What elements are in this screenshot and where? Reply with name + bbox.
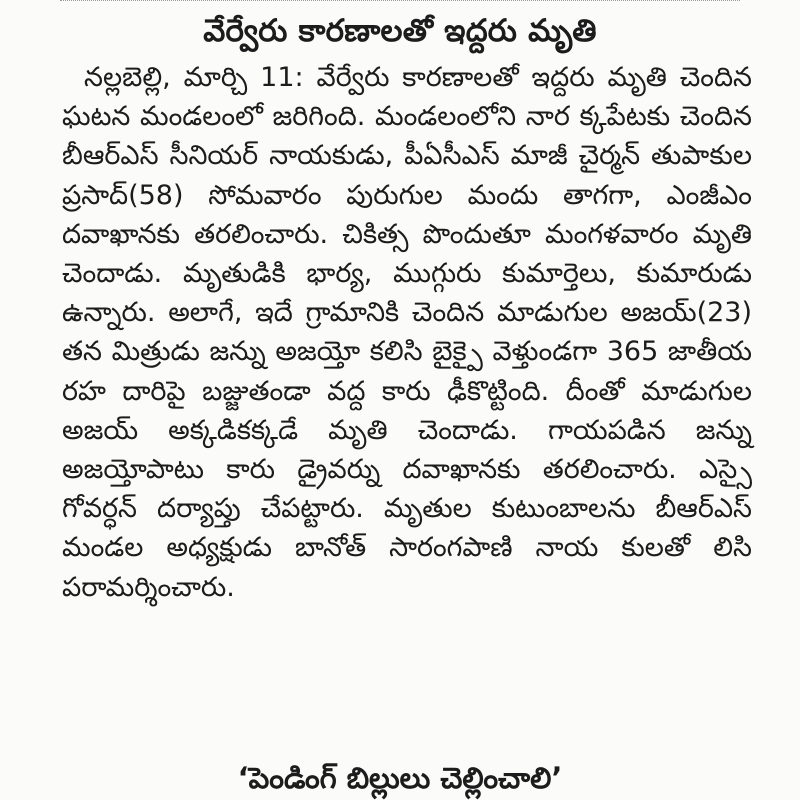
article-body: నల్లబెల్లి, మార్చి 11: వేర్వేరు కారణాలతో ఇద్దరు మృతి చెందిన ఘటన మండలంలో జరిగింది. మండలంలోని నార క్కపేటకు చెందిన బీఆర్ఎస్ సీనియర్ నాయకుడు, పీఏసీఎస్ మాజీ చైర్మన్ తుపాకుల ప్రసాద్(58) సోమవారం పురుగుల మందు తాగగా, ఎంజీఎం దవాఖానకు తరలించారు. చికిత్స పొందుతూ మంగళవారం మృతి చెందాడు. మృతుడికి భార్య, ముగ్గురు కుమార్తెలు, కుమారుడు ఉన్నారు. అలాగే, ఇదే గ్రామానికి చెందిన మాడుగుల అజయ్(23) తన మిత్రుడు జన్ను అజయ్తో కలిసి బైక్పై వెళ్తుండగా 365 జాతీయ రహ దారిపై బజ్జుతండా వద్ద కారు ఢీకొట్టింది. దీంతో మాడుగుల అజయ్ అక్కడికక్కడే మృతి చెందాడు. గాయపడిన జన్ను అజయ్తోపాటు కారు డ్రైవర్ను దవాఖానకు తరలించారు. ఎస్సై గోవర్ధన్ దర్యాప్తు చేపట్టారు. మృతుల కుటుంబాలను బీఆర్ఎస్ మండల అధ్యక్షుడు బానోత్ సారంగపాణి నాయ కులతో లిసి పరామర్శించారు. [62,62,752,603]
article-headline: వేర్వేరు కారణాలతో ఇద్దరు మృతి [203,13,597,49]
top-divider [60,0,740,5]
next-article-headline: ‘పెండింగ్ బిల్లులు చెల్లించాలి’ [237,761,563,795]
